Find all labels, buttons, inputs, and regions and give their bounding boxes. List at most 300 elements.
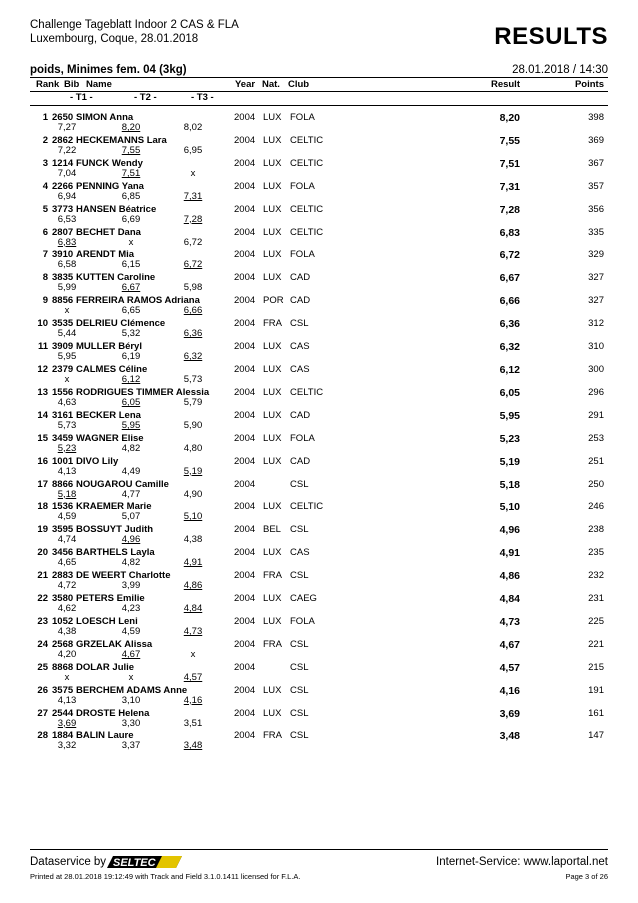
trial-1-value: 5,95 [57, 351, 77, 363]
athlete-name: PENNING Yana [76, 180, 144, 192]
athlete-bib: 3595 [52, 524, 74, 536]
athlete-result: 7,31 [499, 180, 520, 193]
athlete-name: FUNCK Wendy [76, 157, 143, 169]
trial-2-value: 6,85 [121, 190, 141, 202]
athlete-points: 367 [588, 157, 604, 169]
athlete-result: 4,84 [499, 593, 520, 606]
athlete-name: HANSEN Béatrice [76, 203, 157, 215]
trial-2-value: 4,77 [121, 488, 141, 500]
athlete-club: FOLA [290, 112, 315, 123]
table-row [30, 227, 608, 250]
athlete-points: 356 [588, 203, 604, 215]
trial-2-value: 4,23 [121, 603, 141, 615]
athlete-points: 215 [588, 661, 604, 673]
trial-1-value: 6,58 [57, 259, 77, 271]
trial-3-value: 4,38 [183, 534, 203, 546]
trial-3-value: 5,79 [183, 396, 203, 408]
athlete-nat: LUX [263, 226, 282, 238]
athlete-club: CAD [290, 455, 311, 467]
trial-2-value: 4,96 [121, 534, 141, 546]
trial-2-value: 6,65 [121, 305, 141, 317]
athlete-name: DELRIEU Clémence [76, 318, 166, 330]
athlete-result: 7,51 [499, 157, 520, 170]
trial-3-value: 8,02 [183, 122, 203, 133]
athlete-club: CAS [290, 547, 310, 559]
trial-1-value: 3,69 [57, 717, 77, 729]
table-row [30, 570, 608, 593]
event-datetime: 28.01.2018 / 14:30 [512, 64, 608, 76]
athlete-year: 2004 [234, 180, 256, 192]
athlete-bib: 2568 [52, 638, 74, 650]
athlete-year: 2004 [234, 570, 256, 582]
col-result: Result [490, 79, 520, 90]
athlete-club: CSL [290, 318, 309, 330]
trial-3-value: 5,73 [183, 373, 203, 385]
trial-2-value: 5,07 [121, 511, 141, 523]
trial-1-value: 7,22 [57, 144, 77, 156]
athlete-rank: 23 [37, 615, 48, 627]
athlete-points: 231 [588, 593, 604, 605]
athlete-bib: 1052 [52, 615, 74, 627]
athlete-club: FOLA [290, 432, 315, 444]
athlete-result: 4,96 [499, 524, 520, 537]
athlete-year: 2004 [234, 524, 256, 536]
athlete-name: BALIN Laure [76, 730, 134, 742]
athlete-club: CELTIC [290, 501, 324, 513]
trial-1-value: x [64, 305, 70, 317]
column-header-row [30, 77, 608, 92]
athlete-year: 2004 [234, 272, 256, 284]
athlete-year: 2004 [234, 134, 256, 146]
athlete-bib: 3773 [52, 203, 74, 215]
athlete-points: 221 [588, 638, 604, 650]
athlete-club: CSL [290, 684, 309, 696]
trial-2-value: 4,59 [121, 625, 141, 637]
athlete-name: DE WEERT Charlotte [76, 570, 171, 582]
trial-3-value: 6,72 [183, 236, 203, 248]
athlete-points: 238 [588, 524, 604, 536]
athlete-rank: 28 [37, 730, 48, 742]
athlete-rank: 4 [42, 180, 48, 192]
athlete-year: 2004 [234, 226, 256, 238]
trial-2-value: 4,82 [121, 442, 141, 454]
athlete-bib: 8866 [52, 478, 74, 490]
athlete-points: 225 [588, 615, 604, 627]
athlete-name: BECKER Lena [76, 409, 141, 421]
athlete-rank: 12 [37, 363, 48, 375]
athlete-year: 2004 [234, 112, 256, 123]
athlete-rank: 8 [42, 272, 48, 284]
athlete-nat: LUX [263, 593, 282, 605]
athlete-nat: LUX [263, 363, 282, 375]
trial-3-value: x [190, 167, 196, 179]
trial-2-value: 8,20 [121, 122, 141, 133]
athlete-result: 6,67 [499, 272, 520, 285]
athlete-rank: 22 [37, 593, 48, 605]
trial-2-value: 3,30 [121, 717, 141, 729]
athlete-year: 2004 [234, 661, 256, 673]
athlete-bib: 1001 [52, 455, 74, 467]
col-club: Club [288, 79, 310, 90]
competition-title: Challenge Tageblatt Indoor 2 CAS & FLA [30, 19, 239, 31]
athlete-result: 3,69 [499, 707, 520, 720]
athlete-name: DROSTE Helena [76, 707, 150, 719]
trial-3-value: 4,86 [183, 580, 203, 592]
trial-3-value: 3,51 [183, 717, 203, 729]
athlete-bib: 8868 [52, 661, 74, 673]
trial-1-value: x [64, 671, 70, 683]
athlete-result: 5,10 [499, 501, 520, 514]
athlete-nat: LUX [263, 615, 282, 627]
table-row [30, 158, 608, 181]
athlete-nat: LUX [263, 455, 282, 467]
athlete-nat: FRA [263, 730, 282, 742]
athlete-points: 191 [588, 684, 604, 696]
athlete-bib: 2883 [52, 570, 74, 582]
athlete-name: NOUGAROU Camille [76, 478, 169, 490]
athlete-nat: FRA [263, 638, 282, 650]
athlete-result: 4,86 [499, 570, 520, 583]
athlete-club: CELTIC [290, 134, 324, 146]
trial-2-value: 4,49 [121, 465, 141, 477]
table-row [30, 410, 608, 433]
athlete-bib: 3835 [52, 272, 74, 284]
table-row [30, 524, 608, 547]
athlete-nat: LUX [263, 157, 282, 169]
trial-2-value: 5,95 [121, 419, 141, 431]
athlete-club: CSL [290, 638, 309, 650]
athlete-rank: 9 [42, 295, 48, 307]
table-row [30, 341, 608, 364]
trial-3-value: 7,31 [183, 190, 203, 202]
athlete-points: 291 [588, 409, 604, 421]
athlete-year: 2004 [234, 203, 256, 215]
table-row [30, 662, 608, 685]
athlete-points: 329 [588, 249, 604, 261]
trial-3-value: 4,57 [183, 671, 203, 683]
seltec-logo-text: SELTEC [113, 857, 156, 869]
athlete-rank: 24 [37, 638, 48, 650]
trial-1-value: 5,73 [57, 419, 77, 431]
athlete-year: 2004 [234, 593, 256, 605]
athlete-result: 5,23 [499, 432, 520, 445]
table-row [30, 501, 608, 524]
trial-1-value: 5,99 [57, 282, 77, 294]
trial-3-value: 5,98 [183, 282, 203, 294]
athlete-name: FERREIRA RAMOS Adriana [76, 295, 200, 307]
athlete-rank: 19 [37, 524, 48, 536]
table-row [30, 708, 608, 731]
trial-1-value: 6,94 [57, 190, 77, 202]
trial-2-value: 6,12 [121, 373, 141, 385]
table-row [30, 204, 608, 227]
trial-3-value: 5,90 [183, 419, 203, 431]
athlete-bib: 3456 [52, 547, 74, 559]
athlete-club: CSL [290, 661, 309, 673]
col-trial-1: - T1 - [70, 92, 93, 103]
athlete-year: 2004 [234, 295, 256, 307]
athlete-name: HECKEMANNS Lara [76, 134, 167, 146]
athlete-club: CSL [290, 524, 309, 536]
col-rank: Rank [36, 79, 60, 90]
athlete-rank: 2 [42, 134, 48, 146]
athlete-name: KRAEMER Marie [76, 501, 152, 513]
athlete-name: PETERS Emilie [76, 593, 145, 605]
table-row [30, 433, 608, 456]
athlete-result: 6,12 [499, 363, 520, 376]
trial-1-value: 7,27 [57, 122, 77, 133]
athlete-points: 296 [588, 386, 604, 398]
athlete-year: 2004 [234, 386, 256, 398]
athlete-bib: 1536 [52, 501, 74, 513]
athlete-bib: 2266 [52, 180, 74, 192]
athlete-name: KUTTEN Caroline [76, 272, 156, 284]
athlete-year: 2004 [234, 615, 256, 627]
athlete-nat: FRA [263, 318, 282, 330]
trial-1-value: 3,32 [57, 740, 77, 752]
athlete-bib: 3459 [52, 432, 74, 444]
table-row [30, 685, 608, 708]
trial-1-value: 5,23 [57, 442, 77, 454]
athlete-result: 6,36 [499, 318, 520, 331]
athlete-result: 4,57 [499, 661, 520, 674]
athlete-club: FOLA [290, 249, 315, 261]
athlete-bib: 3580 [52, 593, 74, 605]
athlete-points: 235 [588, 547, 604, 559]
athlete-points: 300 [588, 363, 604, 375]
trial-1-value: 4,65 [57, 557, 77, 569]
table-row [30, 112, 608, 135]
athlete-rank: 27 [37, 707, 48, 719]
athlete-result: 6,05 [499, 386, 520, 399]
col-bib: Bib [64, 79, 80, 90]
athlete-year: 2004 [234, 432, 256, 444]
athlete-club: CELTIC [290, 203, 324, 215]
trial-2-value: x [128, 671, 134, 683]
athlete-points: 253 [588, 432, 604, 444]
trial-3-value: 6,66 [183, 305, 203, 317]
athlete-name: GRZELAK Alissa [76, 638, 153, 650]
athlete-name: CALMES Céline [76, 363, 148, 375]
athlete-club: CELTIC [290, 386, 324, 398]
athlete-rank: 6 [42, 226, 48, 238]
trial-1-value: x [64, 373, 70, 385]
athlete-year: 2004 [234, 318, 256, 330]
athlete-points: 232 [588, 570, 604, 582]
athlete-result: 7,55 [499, 134, 520, 147]
athlete-nat: LUX [263, 684, 282, 696]
athlete-name: DOLAR Julie [76, 661, 135, 673]
athlete-name: LOESCH Leni [76, 615, 138, 627]
athlete-result: 6,72 [499, 249, 520, 262]
athlete-name: BERCHEM ADAMS Anne [76, 684, 188, 696]
athlete-rank: 1 [42, 112, 48, 123]
athlete-points: 327 [588, 272, 604, 284]
athlete-club: CSL [290, 478, 309, 490]
trial-2-value: 4,67 [121, 648, 141, 660]
athlete-rank: 11 [37, 341, 48, 353]
athlete-year: 2004 [234, 249, 256, 261]
trial-1-value: 4,59 [57, 511, 77, 523]
printed-info: Printed at 28.01.2018 19:12:49 with Track and Field 3.1.0.1411 licensed for F.L.A. [30, 872, 301, 881]
athlete-nat: LUX [263, 249, 282, 261]
trial-3-value: 6,36 [183, 328, 203, 340]
trial-3-value: 4,80 [183, 442, 203, 454]
table-row [30, 730, 608, 753]
trial-3-value: x [190, 648, 196, 660]
athlete-points: 312 [588, 318, 604, 330]
athlete-result: 6,66 [499, 295, 520, 308]
trial-1-value: 4,72 [57, 580, 77, 592]
athlete-result: 4,16 [499, 684, 520, 697]
athlete-result: 5,19 [499, 455, 520, 468]
athlete-points: 246 [588, 501, 604, 513]
athlete-nat: LUX [263, 112, 282, 123]
athlete-year: 2004 [234, 478, 256, 490]
trial-3-value: 4,16 [183, 694, 203, 706]
athlete-rank: 14 [37, 409, 48, 421]
table-row [30, 616, 608, 639]
table-row [30, 639, 608, 662]
athlete-nat: LUX [263, 432, 282, 444]
athlete-name: DIVO Lily [76, 455, 119, 467]
athlete-nat: BEL [263, 524, 281, 536]
athlete-points: 327 [588, 295, 604, 307]
athlete-nat: LUX [263, 203, 282, 215]
athlete-rank: 10 [37, 318, 48, 330]
trial-2-value: 6,15 [121, 259, 141, 271]
athlete-points: 357 [588, 180, 604, 192]
trial-1-value: 7,04 [57, 167, 77, 179]
table-row [30, 479, 608, 502]
athlete-points: 335 [588, 226, 604, 238]
athlete-year: 2004 [234, 157, 256, 169]
table-row [30, 387, 608, 410]
athlete-points: 310 [588, 341, 604, 353]
table-row [30, 181, 608, 204]
trial-1-value: 4,13 [57, 465, 77, 477]
athlete-bib: 3909 [52, 341, 74, 353]
athlete-club: CAEG [290, 593, 317, 605]
athlete-club: CELTIC [290, 157, 324, 169]
athlete-result: 5,95 [499, 409, 520, 422]
athlete-rank: 16 [37, 455, 48, 467]
trial-3-value: 6,32 [183, 351, 203, 363]
competition-venue-date: Luxembourg, Coque, 28.01.2018 [30, 33, 199, 45]
trial-2-value: 4,82 [121, 557, 141, 569]
table-row [30, 249, 608, 272]
trial-2-value: 6,67 [121, 282, 141, 294]
trial-2-value: 6,69 [121, 213, 141, 225]
trial-1-value: 4,74 [57, 534, 77, 546]
athlete-bib: 3910 [52, 249, 74, 261]
col-trial-2: - T2 - [134, 92, 157, 103]
athlete-nat: LUX [263, 180, 282, 192]
athlete-points: 147 [588, 730, 604, 742]
athlete-bib: 2650 [52, 112, 74, 123]
athlete-result: 7,28 [499, 203, 520, 216]
trial-3-value: 6,95 [183, 144, 203, 156]
athlete-year: 2004 [234, 684, 256, 696]
athlete-bib: 2862 [52, 134, 74, 146]
athlete-club: FOLA [290, 615, 315, 627]
athlete-name: BARTHELS Layla [76, 547, 155, 559]
trial-3-value: 5,19 [183, 465, 203, 477]
athlete-year: 2004 [234, 455, 256, 467]
internet-service: Internet-Service: www.laportal.net [436, 856, 608, 868]
athlete-name: BECHET Dana [76, 226, 141, 238]
table-row [30, 318, 608, 341]
athlete-rank: 5 [42, 203, 48, 215]
trial-1-value: 4,62 [57, 603, 77, 615]
athlete-bib: 2807 [52, 226, 74, 238]
trial-3-value: 4,73 [183, 625, 203, 637]
athlete-nat: FRA [263, 570, 282, 582]
athlete-name: WAGNER Elise [76, 432, 144, 444]
trial-1-value: 4,20 [57, 648, 77, 660]
athlete-bib: 3535 [52, 318, 74, 330]
trial-3-value: 4,84 [183, 603, 203, 615]
athlete-bib: 2544 [52, 707, 74, 719]
athlete-result: 6,83 [499, 226, 520, 239]
athlete-club: CSL [290, 730, 309, 742]
athlete-year: 2004 [234, 707, 256, 719]
athlete-rank: 26 [37, 684, 48, 696]
athlete-bib: 3161 [52, 409, 74, 421]
athlete-rank: 25 [37, 661, 48, 673]
trial-3-value: 4,90 [183, 488, 203, 500]
athlete-nat: POR [263, 295, 284, 307]
athlete-year: 2004 [234, 501, 256, 513]
athlete-year: 2004 [234, 409, 256, 421]
trial-2-value: 6,19 [121, 351, 141, 363]
athlete-result: 6,32 [499, 341, 520, 354]
athlete-rank: 15 [37, 432, 48, 444]
athlete-year: 2004 [234, 363, 256, 375]
trial-1-value: 5,44 [57, 328, 77, 340]
table-row [30, 295, 608, 318]
athlete-club: CAD [290, 272, 311, 284]
athlete-club: CAD [290, 295, 311, 307]
athlete-club: CELTIC [290, 226, 324, 238]
athlete-result: 4,91 [499, 547, 520, 560]
col-year: Year [235, 79, 256, 90]
table-row [30, 547, 608, 570]
table-row [30, 364, 608, 387]
col-trial-3: - T3 - [191, 92, 214, 103]
trial-2-value: x [128, 236, 134, 248]
athlete-points: 161 [588, 707, 604, 719]
athlete-year: 2004 [234, 730, 256, 742]
athlete-club: CAD [290, 409, 311, 421]
athlete-points: 251 [588, 455, 604, 467]
trial-2-value: 7,51 [121, 167, 141, 179]
event-name: poids, Minimes fem. 04 (3kg) [30, 64, 187, 76]
athlete-name: SIMON Anna [76, 112, 134, 123]
trial-1-value: 5,18 [57, 488, 77, 500]
trial-1-value: 4,13 [57, 694, 77, 706]
trial-1-value: 4,38 [57, 625, 77, 637]
athlete-rank: 18 [37, 501, 48, 513]
athlete-bib: 1214 [52, 157, 74, 169]
athlete-bib: 1556 [52, 386, 74, 398]
athlete-result: 5,18 [499, 478, 520, 491]
athlete-result: 3,48 [499, 730, 520, 743]
table-row [30, 456, 608, 479]
athlete-club: CAS [290, 363, 310, 375]
athlete-rank: 13 [37, 386, 48, 398]
trial-3-value: 4,91 [183, 557, 203, 569]
